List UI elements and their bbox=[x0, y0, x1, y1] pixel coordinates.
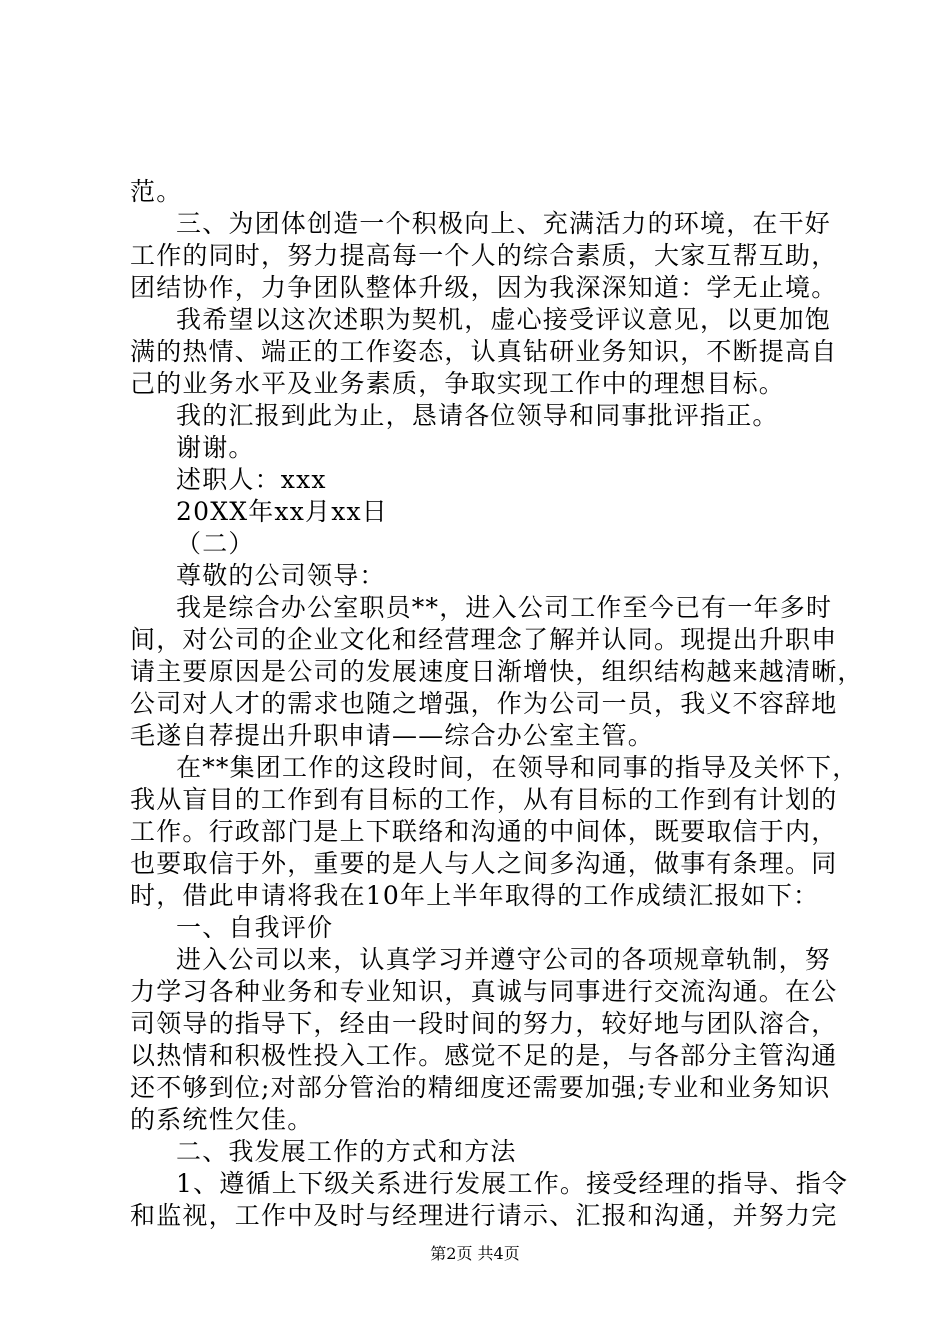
text-line: 间，对公司的企业文化和经营理念了解并认同。现提出升职申 bbox=[130, 625, 838, 654]
text-line: 请主要原因是公司的发展速度日渐增快，组织结构越来越清晰， bbox=[130, 657, 864, 686]
salutation: 尊敬的公司领导： bbox=[176, 561, 386, 590]
text-line: 在**集团工作的这段时间，在领导和同事的指导及关怀下， bbox=[176, 753, 859, 782]
text-line: 我希望以这次述职为契机，虚心接受评议意见，以更加饱 bbox=[176, 305, 832, 334]
text-line: 三、为团体创造一个积极向上、充满活力的环境，在干好 bbox=[176, 209, 832, 238]
text-line: 己的业务水平及业务素质，争取实现工作中的理想目标。 bbox=[130, 369, 786, 398]
text-line: 也要取信于外，重要的是人与人之间多沟通，做事有条理。同 bbox=[130, 849, 838, 878]
text-line: 团结协作，力争团队整体升级，因为我深深知道：学无止境。 bbox=[130, 273, 838, 302]
text-line: 力学习各种业务和专业知识，真诚与同事进行交流沟通。在公 bbox=[130, 977, 838, 1006]
text-line: 进入公司以来，认真学习并遵守公司的各项规章轨制，努 bbox=[176, 945, 832, 974]
section-heading: 二、我发展工作的方式和方法 bbox=[176, 1137, 517, 1166]
signature-name: 述职人：xxx bbox=[176, 465, 327, 494]
text-line: 的系统性欠佳。 bbox=[130, 1105, 314, 1134]
text-line: 时，借此申请将我在10年上半年取得的工作成绩汇报如下： bbox=[130, 881, 820, 910]
text-line: 还不够到位;对部分管治的精细度还需要加强;专业和业务知识 bbox=[130, 1073, 831, 1102]
text-line: 司领导的指导下，经由一段时间的努力，较好地与团队溶合， bbox=[130, 1009, 838, 1038]
page-number-footer: 第2页 共4页 bbox=[430, 1244, 520, 1263]
text-line: 谢谢。 bbox=[176, 433, 255, 462]
text-line: 我从盲目的工作到有目标的工作，从有目标的工作到有计划的 bbox=[130, 785, 838, 814]
text-line: 工作的同时，努力提高每一个人的综合素质，大家互帮互助， bbox=[130, 241, 838, 270]
signature-date: 20XX年xx月xx日 bbox=[176, 497, 389, 526]
text-line: 以热情和积极性投入工作。感觉不足的是，与各部分主管沟通 bbox=[130, 1041, 838, 1070]
text-line: 1、遵循上下级关系进行发展工作。接受经理的指导、指令 bbox=[176, 1169, 849, 1198]
text-line: 公司对人才的需求也随之增强，作为公司一员，我义不容辞地 bbox=[130, 689, 838, 718]
text-line: 我是综合办公室职员**，进入公司工作至今已有一年多时 bbox=[176, 593, 833, 622]
text-line: 和监视，工作中及时与经理进行请示、汇报和沟通，并努力完 bbox=[130, 1201, 838, 1230]
section-heading: 一、自我评价 bbox=[176, 913, 334, 942]
text-line: 工作。行政部门是上下联络和沟通的中间体，既要取信于内， bbox=[130, 817, 838, 846]
text-line: 我的汇报到此为止，恳请各位领导和同事批评指正。 bbox=[176, 401, 779, 430]
section-marker: （二） bbox=[176, 529, 255, 558]
text-line: 范。 bbox=[130, 177, 183, 206]
text-line: 满的热情、端正的工作姿态，认真钻研业务知识，不断提高自 bbox=[130, 337, 838, 366]
text-line: 毛遂自荐提出升职申请——综合办公室主管。 bbox=[130, 721, 655, 750]
